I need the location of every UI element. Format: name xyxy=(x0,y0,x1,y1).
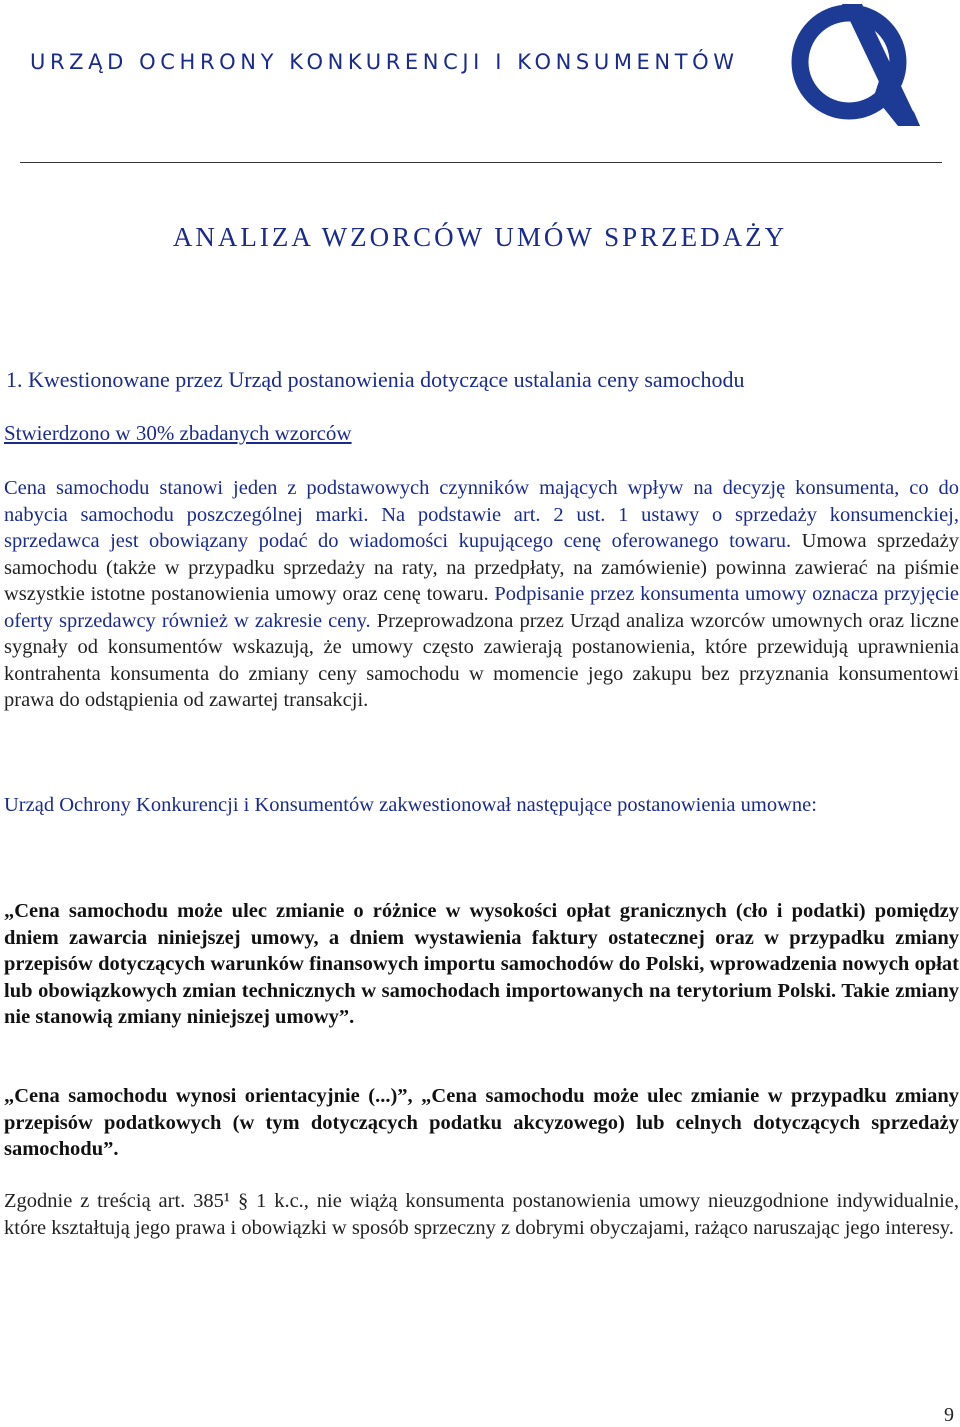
intro-paragraph-part-2: Umowa sprzedaży samochodu (także w przypadku sprzedaży na raty, na przedpłaty, na zamówienie) powinna zawierać na piśmie wszystkie istotne postanowienia umowy oraz cenę towaru. xyxy=(4,530,959,605)
subheading: Stwierdzono w 30% zbadanych wzorców xyxy=(4,421,352,445)
intro-paragraph-part-4: Przeprowadzona przez Urząd analiza wzorców umownych oraz liczne sygnały od konsumentów wskazują, że umowy często zawierają postanowienia, które przewidują uprawnienia kontrahenta konsumenta do zmiany ceny samochodu w momencie jego zakupu bez przyznania konsumentowi prawa do odstąpienia od zawartej transakcji. xyxy=(4,609,959,711)
page-number: 9 xyxy=(944,1404,954,1426)
legal-basis-paragraph: Zgodnie z treścią art. 385¹ § 1 k.c., nie wiążą konsumenta postanowienia umowy nieuzgodnione indywidualnie, które kształtują jego prawa i obowiązki w sposób sprzeczny z dobrymi obyczajami, rażąco naruszając jego interesy. xyxy=(4,1190,959,1239)
intro-paragraph-part-1: Cena samochodu stanowi jeden z podstawowych czynników mających wpływ na decyzję konsumenta, co do nabycia samochodu poszczególnej marki. Na podstawie art. 2 ust. 1 ustawy o sprzedaży konsumenckiej, sprzedawca jest obowiązany podać do wiadomości kupującego cenę oferowanego towaru. xyxy=(4,477,959,552)
intro-paragraph-part-3: Podpisanie przez konsumenta umowy oznacza przyjęcie oferty sprzedawcy również w zakresie ceny. xyxy=(4,583,959,632)
intro-paragraph xyxy=(4,475,959,714)
document-title: ANALIZA WZORCÓW UMÓW SPRZEDAŻY xyxy=(172,222,788,252)
organization-name: URZĄD OCHRONY KONKURENCJI I KONSUMENTÓW xyxy=(30,50,739,74)
quoted-provision-2: „Cena samochodu wynosi orientacyjnie (...)”, „Cena samochodu może ulec zmianie w przypadku zmiany przepisów podatkowych (w tym dotyczących podatku akcyzowego) lub celnych dotyczących sprzedaży samochodu”. xyxy=(4,1085,959,1160)
questioned-provisions-paragraph: Urząd Ochrony Konkurencji i Konsumentów zakwestionował następujące postanowienia umowne: xyxy=(4,794,817,816)
uokik-logo-icon xyxy=(786,0,920,132)
header-divider xyxy=(20,162,942,163)
quoted-provision-1: „Cena samochodu może ulec zmianie o różnice w wysokości opłat granicznych (cło i podatki) pomiędzy dniem zawarcia niniejszej umowy, a dniem wystawienia faktury ostatecznej oraz w przypadku zmiany przepisów dotyczących warunków finansowych importu samochodów do Polski, wprowadzenia nowych opłat lub obowiązkowych zmian technicznych w samochodach importowanych na terytorium Polski. Takie zmiany nie stanowią zmiany niniejszej umowy”. xyxy=(4,900,959,1028)
section-heading: 1. Kwestionowane przez Urząd postanowienia dotyczące ustalania ceny samochodu xyxy=(6,367,745,392)
